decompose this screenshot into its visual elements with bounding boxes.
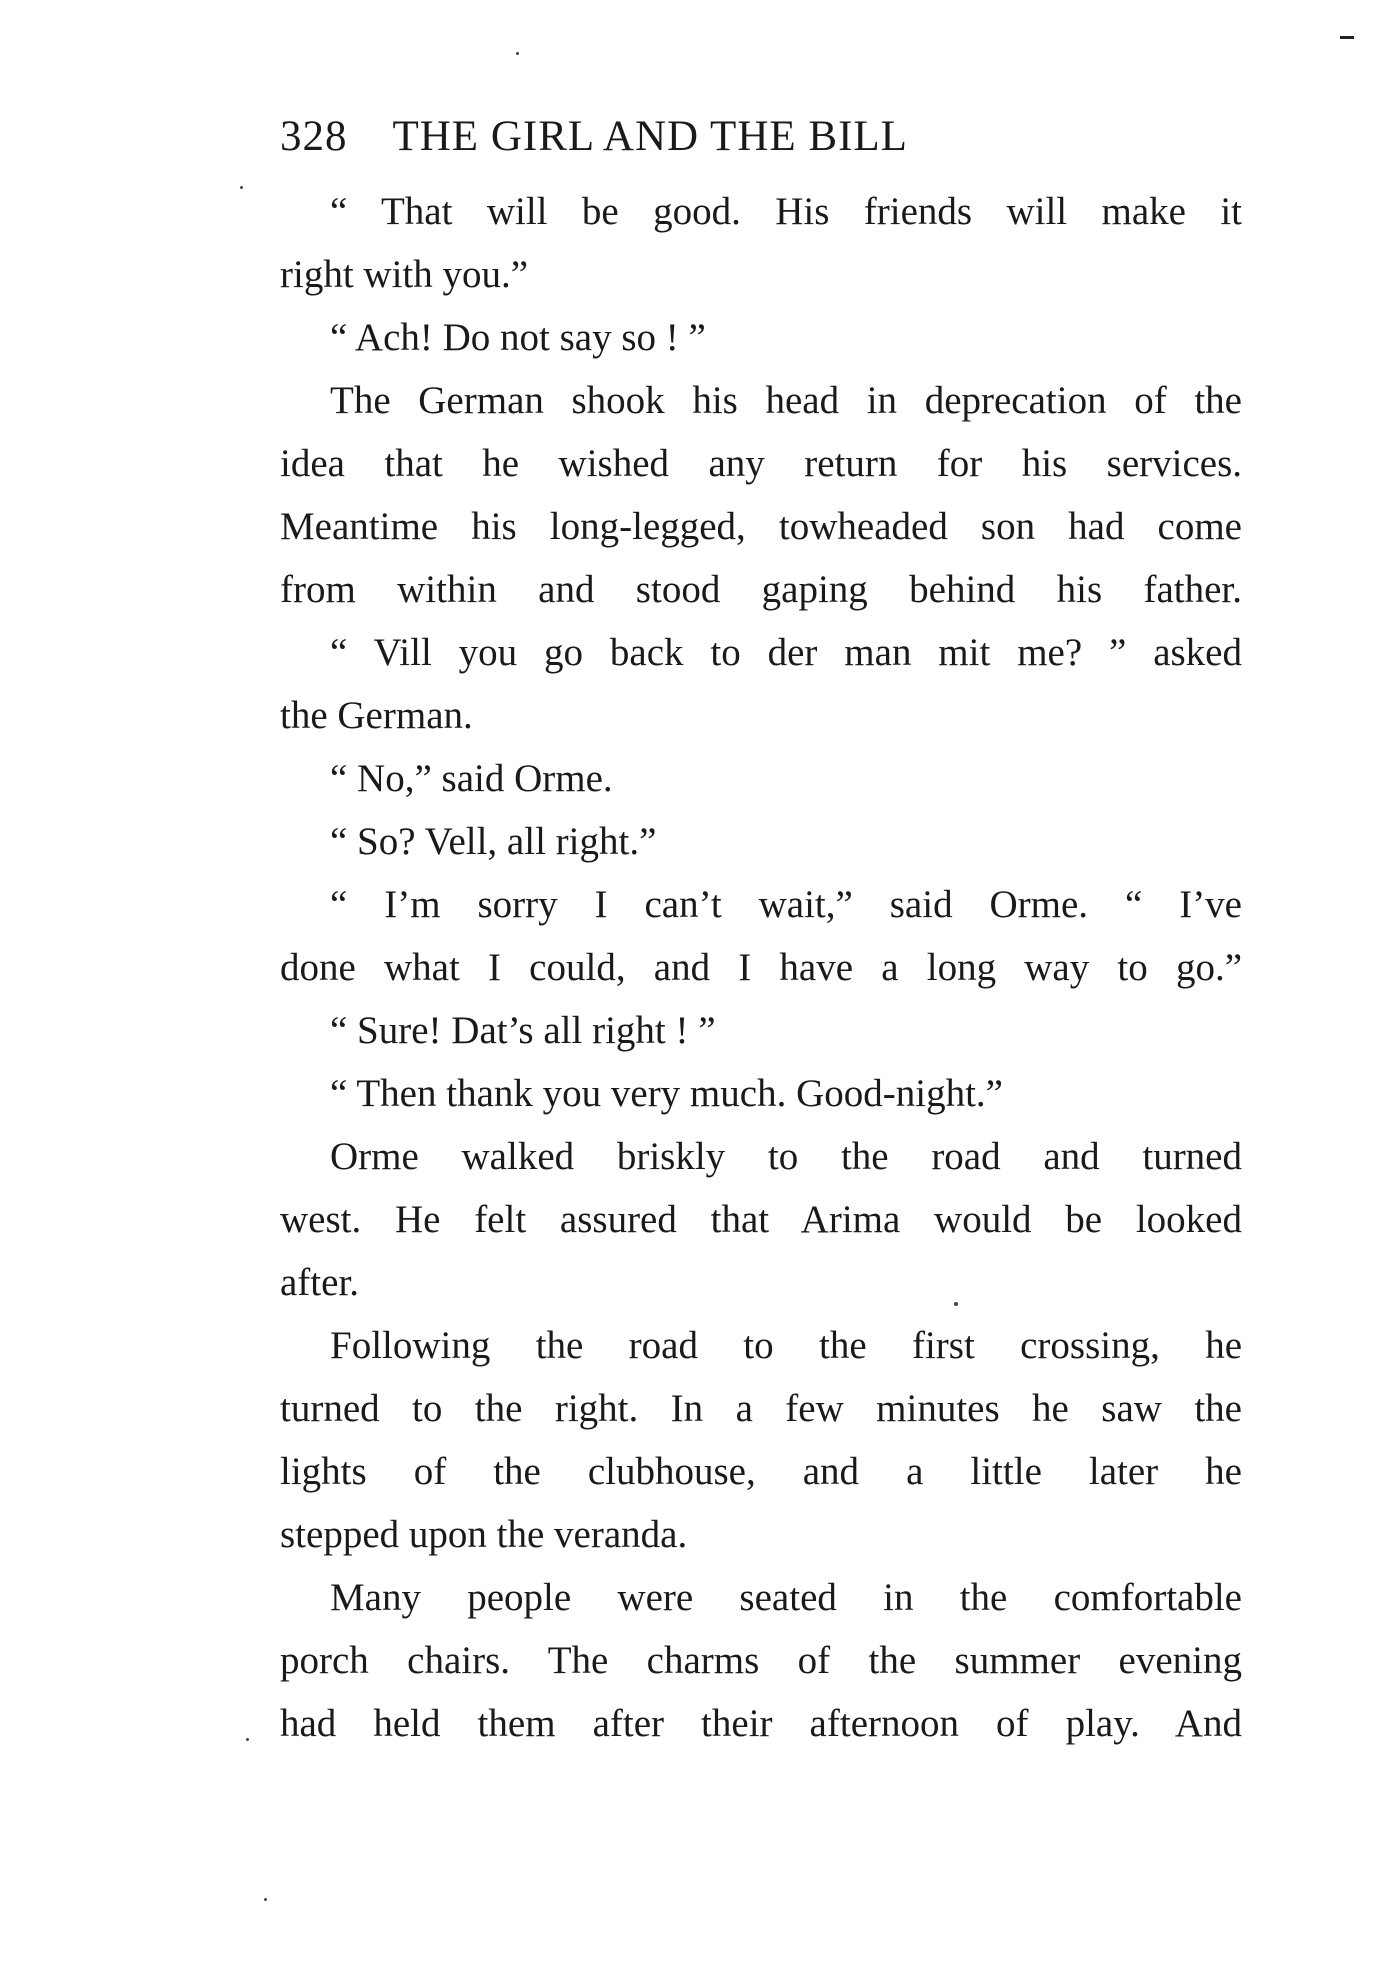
running-title: THE GIRL AND THE BILL bbox=[392, 113, 908, 160]
text-line: right with you.” bbox=[280, 253, 529, 296]
text-line: had held them after their afternoon of play. And bbox=[280, 1702, 1242, 1745]
text-line: “ That will be good. His friends will make it bbox=[330, 190, 1242, 233]
text-line: The German shook his head in deprecation of the bbox=[330, 379, 1242, 422]
page-number: 328 bbox=[280, 113, 348, 160]
text-line: the German. bbox=[280, 694, 473, 737]
text-line: “ Vill you go back to der man mit me? ” asked bbox=[330, 631, 1242, 674]
scan-speck bbox=[954, 1302, 958, 1306]
text-line: “ So? Vell, all right.” bbox=[330, 820, 657, 863]
text-line: porch chairs. The charms of the summer evening bbox=[280, 1639, 1242, 1682]
text-line: lights of the clubhouse, and a little later he bbox=[280, 1450, 1242, 1493]
text-line: Following the road to the first crossing, he bbox=[330, 1324, 1242, 1367]
text-line: Meantime his long-legged, towheaded son had come bbox=[280, 505, 1242, 548]
body-text bbox=[280, 180, 1242, 1755]
scan-speck bbox=[264, 1898, 267, 1901]
scan-speck bbox=[246, 1738, 249, 1741]
running-header bbox=[280, 112, 1100, 161]
text-line: after. bbox=[280, 1261, 360, 1304]
text-line: Many people were seated in the comfortable bbox=[330, 1576, 1242, 1619]
text-line: “ I’m sorry I can’t wait,” said Orme. “ I’ve bbox=[330, 883, 1242, 926]
text-line: stepped upon the veranda. bbox=[280, 1513, 688, 1556]
text-line: from within and stood gaping behind his father. bbox=[280, 568, 1242, 611]
text-line: turned to the right. In a few minutes he saw the bbox=[280, 1387, 1242, 1430]
text-line: “ No,” said Orme. bbox=[330, 757, 613, 800]
scan-speck bbox=[240, 186, 243, 189]
scan-speck bbox=[516, 52, 519, 55]
text-line: west. He felt assured that Arima would be looked bbox=[280, 1198, 1242, 1241]
text-line: “ Ach! Do not say so ! ” bbox=[330, 316, 706, 359]
text-line: “ Then thank you very much. Good-night.” bbox=[330, 1072, 1003, 1115]
text-line: “ Sure! Dat’s all right ! ” bbox=[330, 1009, 716, 1052]
text-line: idea that he wished any return for his services. bbox=[280, 442, 1242, 485]
text-line: Orme walked briskly to the road and turned bbox=[330, 1135, 1242, 1178]
text-line: done what I could, and I have a long way to go.” bbox=[280, 946, 1242, 989]
scan-mark bbox=[1340, 36, 1354, 39]
